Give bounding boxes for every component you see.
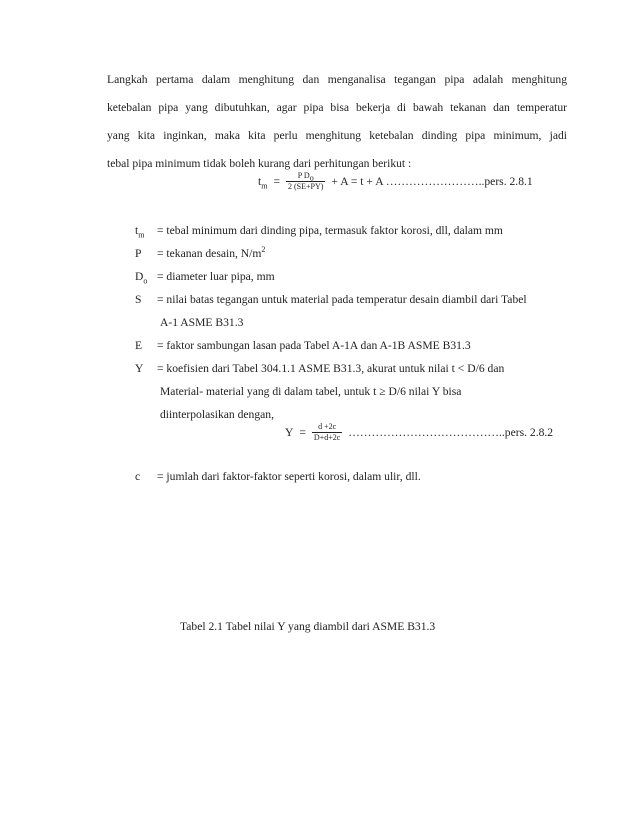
equation-thickness [258,171,533,192]
eq1-equals: = [273,175,281,188]
intro-paragraph [107,66,567,178]
definition-y-continued: Material- material yang di dalam tabel, untuk t ≥ D/6 nilai Y bisa [160,385,462,398]
definition-c: c = jumlah dari faktor-faktor seperti korosi, dalam ulir, dll. [135,470,421,483]
paragraph-line: tebal pipa minimum tidak boleh kurang dari perhitungan berikut : [107,157,412,170]
definition-s-continued: A-1 ASME B31.3 [160,316,244,329]
eq2-denominator: D+d+2c [313,433,341,442]
table-caption: Tabel 2.1 Tabel nilai Y yang diambil dari ASME B31.3 [180,620,436,633]
eq1-lhs: $t_m$ [258,175,268,191]
definition-do: $D_o$ = diameter luar pipa, mm [135,270,275,286]
definition-s: S = nilai batas tegangan untuk material pada temperatur desain diambil dari Tabel [135,293,527,306]
eq1-fraction [286,171,325,192]
eq2-lhs: Y [285,426,294,439]
definition-y: Y = koefisien dari Tabel 304.1.1 ASME B31.3, akurat untuk nilai t < D/6 dan [135,362,505,375]
eq2-rest: …………………………………..pers. 2.8.2 [348,426,554,439]
definition-y-continued: diinterpolasikan dengan, [160,408,274,421]
eq2-numerator: d +2c [318,422,337,431]
definition-p: P = tekanan desain, $N/m^2$ [135,245,266,260]
paragraph-line: yang kita inginkan, maka kita perlu menghitung ketebalan dinding pipa minimum, jadi [107,129,567,142]
paragraph-line: Langkah pertama dalam menghitung dan menganalisa tegangan pipa adalah menghitung [107,73,567,86]
equation-y-coefficient [285,422,553,443]
eq1-numerator: P $D_o$ [297,171,314,183]
eq2-equals: = [299,426,306,439]
eq1-denominator: 2 (SE+PY) [288,182,324,191]
eq1-rest: + A = t + A ……………………..pers. 2.8.1 [331,175,533,188]
definition-tm: $t_m$ = tebal minimum dari dinding pipa, termasuk faktor korosi, dll, dalam mm [135,224,503,240]
eq2-fraction [312,422,342,443]
paragraph-line: ketebalan pipa yang dibutuhkan, agar pipa bisa bekerja di bawah tekanan dan temperatur [107,101,567,114]
definition-e: E = faktor sambungan lasan pada Tabel A-1A dan A-1B ASME B31.3 [135,339,471,352]
